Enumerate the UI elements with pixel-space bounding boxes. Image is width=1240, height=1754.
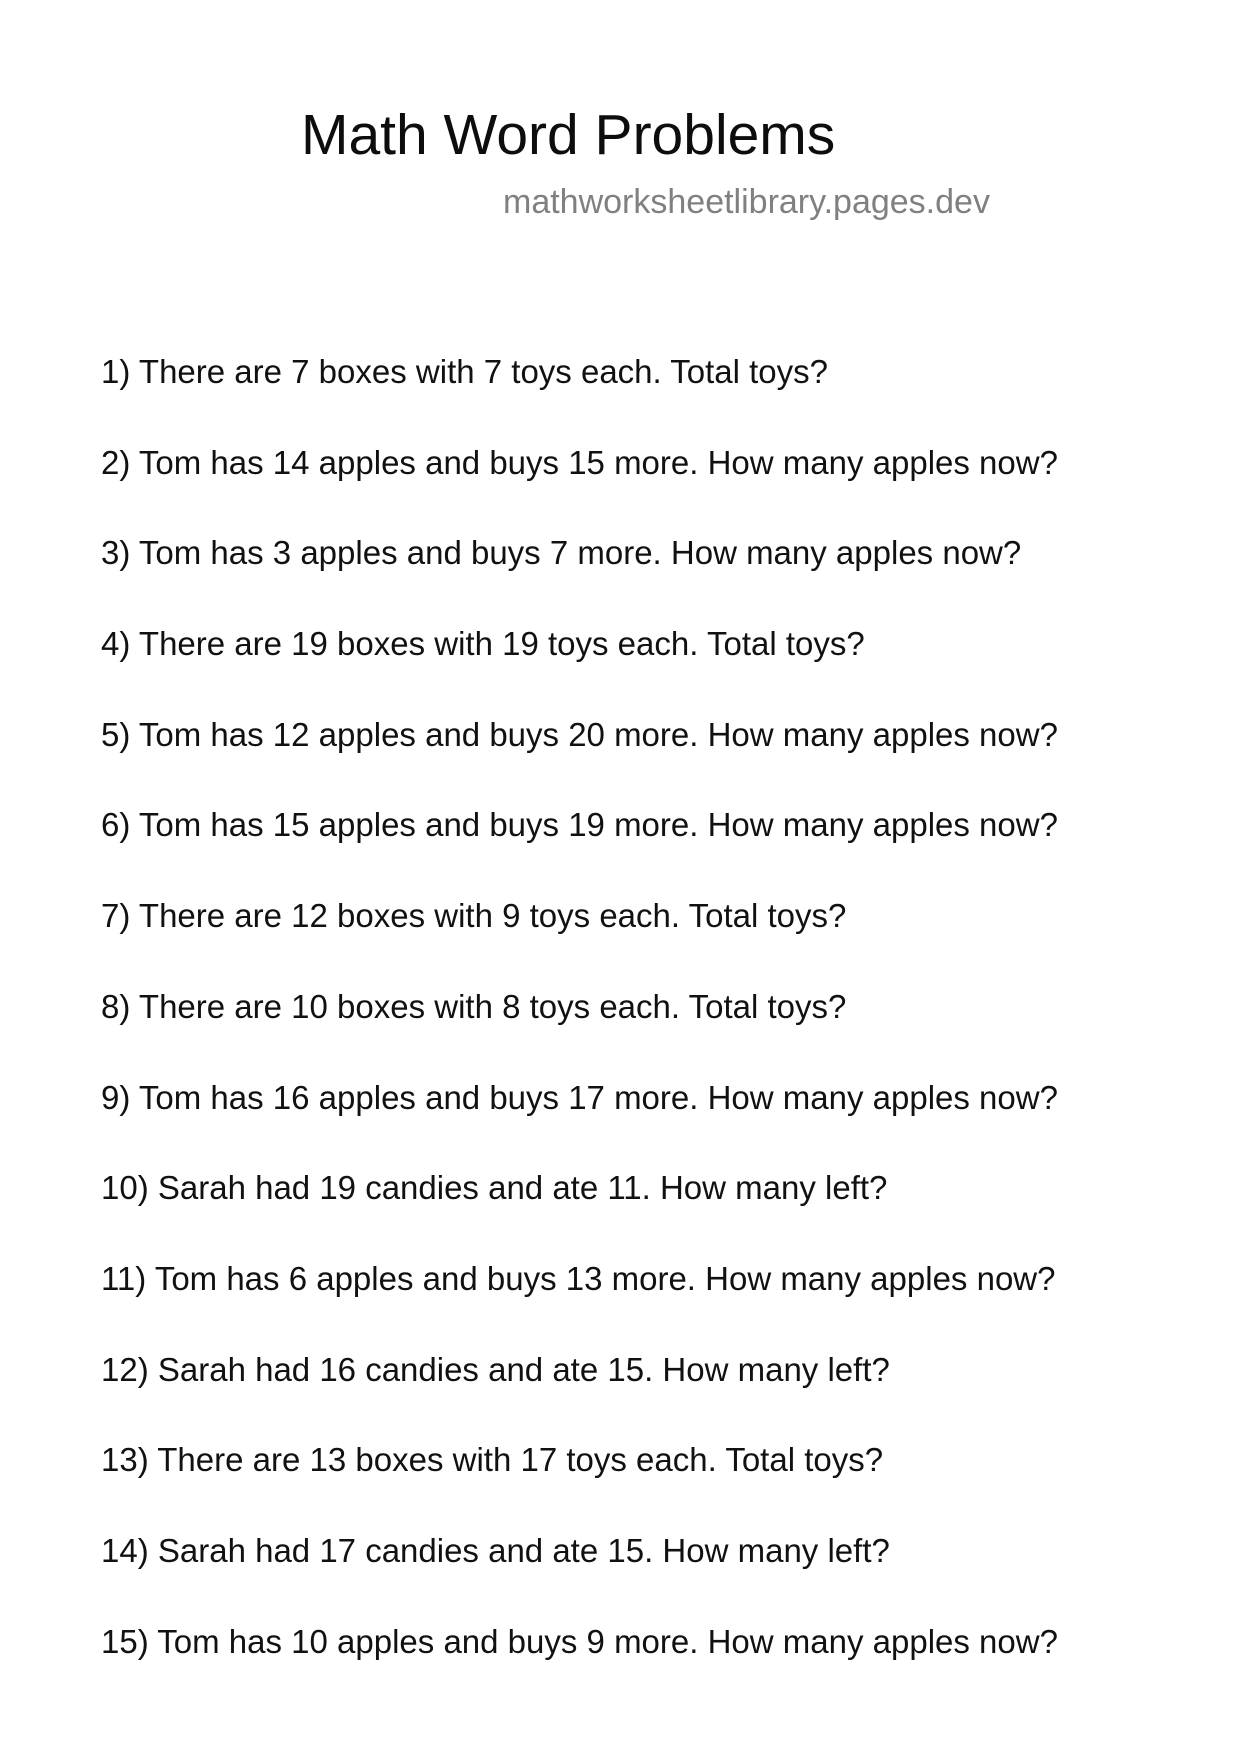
problem-item-10: 10) Sarah had 19 candies and ate 11. How many left? xyxy=(101,1169,888,1207)
problem-item-8: 8) There are 10 boxes with 8 toys each. Total toys? xyxy=(101,987,847,1025)
problem-item-7: 7) There are 12 boxes with 9 toys each. Total toys? xyxy=(101,897,847,935)
problem-item-12: 12) Sarah had 16 candies and ate 15. How many left? xyxy=(101,1350,890,1388)
problem-item-3: 3) Tom has 3 apples and buys 7 more. How many apples now? xyxy=(101,534,1022,572)
problem-item-4: 4) There are 19 boxes with 19 toys each. Total toys? xyxy=(101,625,865,663)
page-title: Math Word Problems xyxy=(301,103,836,167)
problem-item-14: 14) Sarah had 17 candies and ate 15. How many left? xyxy=(101,1531,890,1569)
problem-item-2: 2) Tom has 14 apples and buys 15 more. How many apples now? xyxy=(101,443,1058,481)
problem-item-9: 9) Tom has 16 apples and buys 17 more. How many apples now? xyxy=(101,1078,1058,1116)
problem-item-1: 1) There are 7 boxes with 7 toys each. Total toys? xyxy=(101,353,829,390)
problem-item-15: 15) Tom has 10 apples and buys 9 more. How many apples now? xyxy=(101,1622,1058,1660)
problem-item-11: 11) Tom has 6 apples and buys 13 more. How many apples now? xyxy=(101,1259,1056,1297)
site-url: mathworksheetlibrary.pages.dev xyxy=(503,183,990,221)
problem-item-13: 13) There are 13 boxes with 17 toys each. Total toys? xyxy=(101,1441,884,1479)
problem-list xyxy=(101,350,1058,1710)
problem-item-5: 5) Tom has 12 apples and buys 20 more. How many apples now? xyxy=(101,715,1058,753)
problem-item-6: 6) Tom has 15 apples and buys 19 more. How many apples now? xyxy=(101,806,1058,844)
